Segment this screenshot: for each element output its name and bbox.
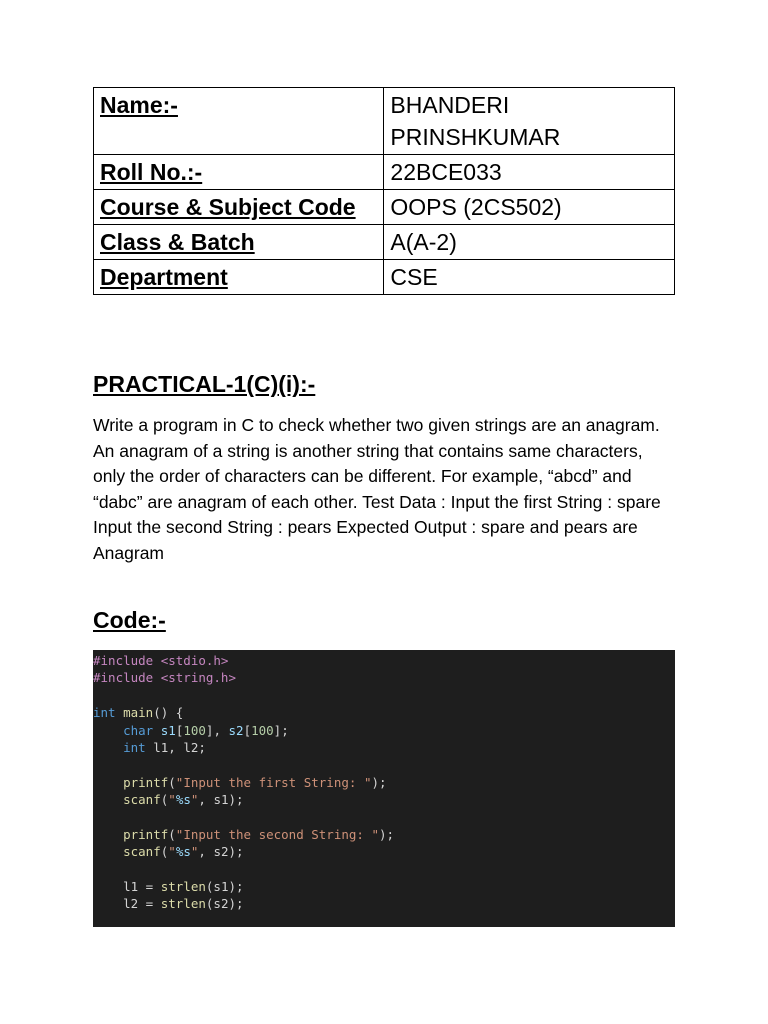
code-token: " [168,844,176,860]
practical-description [93,413,678,566]
class-batch-value: A(A-2) [384,225,675,260]
code-token: l1, l2; [145,739,206,755]
code-token: strlen [160,896,206,912]
code-line [93,722,675,739]
code-line [93,843,675,860]
table-row [94,88,675,155]
code-token: ( [168,774,176,790]
code-token: " [190,792,199,808]
code-line [93,687,675,704]
code-line [93,704,675,721]
code-line [93,669,675,686]
practical-heading: PRACTICAL-1(C)(i):- [93,371,316,397]
code-token: l1 = [93,879,161,895]
code-line [93,809,675,826]
table-row [94,155,675,190]
code-token: "Input the first String: " [175,774,372,790]
code-block [93,650,675,927]
description-text: Write a program in C to check whether two given strings are an anagram. An anagram of a string is another string that contains same characters, only the order of characters can be different. For example, “abcd” and “dabc” are anagram of each other. Test Data : Input the first String : spare Input the second String : pears Expected Output : spare and pears are Anagram [93,415,661,563]
code-token: , s1); [198,792,244,808]
code-token: l2 = [93,896,161,912]
code-listing [93,650,675,913]
code-token: ], [205,722,229,738]
code-token: scanf [123,844,161,860]
code-token: "Input the second String: " [175,826,379,842]
code-heading: Code:- [93,607,166,633]
code-token [93,792,123,807]
code-token [93,827,123,842]
code-token: main [123,705,154,721]
code-token: ]; [273,722,289,738]
code-token: ); [379,826,395,842]
code-token: " [168,792,176,808]
code-token: int [93,705,116,721]
name-label: Name:- [94,88,384,155]
code-token: scanf [123,792,161,808]
code-token: () { [153,705,184,721]
code-token: %s [175,792,191,808]
class-batch-label: Class & Batch [94,225,384,260]
code-token [93,740,123,755]
roll-no-value: 22BCE033 [384,155,675,190]
code-token: " [190,844,199,860]
code-token [93,723,123,738]
student-info-table [93,87,675,295]
code-token: [ [175,722,184,738]
code-token: ); [371,774,387,790]
code-token: strlen [160,879,206,895]
code-token: , s2); [198,844,244,860]
department-value: CSE [384,260,675,295]
roll-no-label: Roll No.:- [94,155,384,190]
code-line [93,756,675,773]
code-token: printf [123,774,169,790]
department-label: Department [94,260,384,295]
code-token [116,705,124,720]
code-token: (s1); [205,879,244,895]
course-code-value: OOPS (2CS502) [384,190,675,225]
code-token: 100 [251,722,274,738]
code-line [93,739,675,756]
code-token [153,723,161,738]
course-code-label: Course & Subject Code [94,190,384,225]
code-token: int [123,739,146,755]
code-line [93,774,675,791]
code-token: ( [160,792,169,808]
code-line [93,861,675,878]
code-line [93,826,675,843]
name-value: BHANDERI PRINSHKUMAR [384,88,675,155]
code-line [93,878,675,895]
code-token: ( [168,826,176,842]
code-token: ( [160,844,169,860]
code-token: 100 [183,722,206,738]
code-token [93,775,123,790]
table-row [94,260,675,295]
code-token: %s [175,844,191,860]
code-token: #include <string.h> [93,670,236,686]
code-line [93,895,675,912]
table-row [94,225,675,260]
code-line [93,791,675,808]
code-token: s1 [160,722,176,738]
code-token: (s2); [205,896,244,912]
table-row [94,190,675,225]
code-token: printf [123,826,169,842]
code-token: #include <stdio.h> [93,653,229,668]
code-token: [ [243,722,252,738]
code-token: char [123,722,154,738]
code-line [93,652,675,669]
code-token: s2 [228,722,244,738]
code-token [93,844,123,859]
